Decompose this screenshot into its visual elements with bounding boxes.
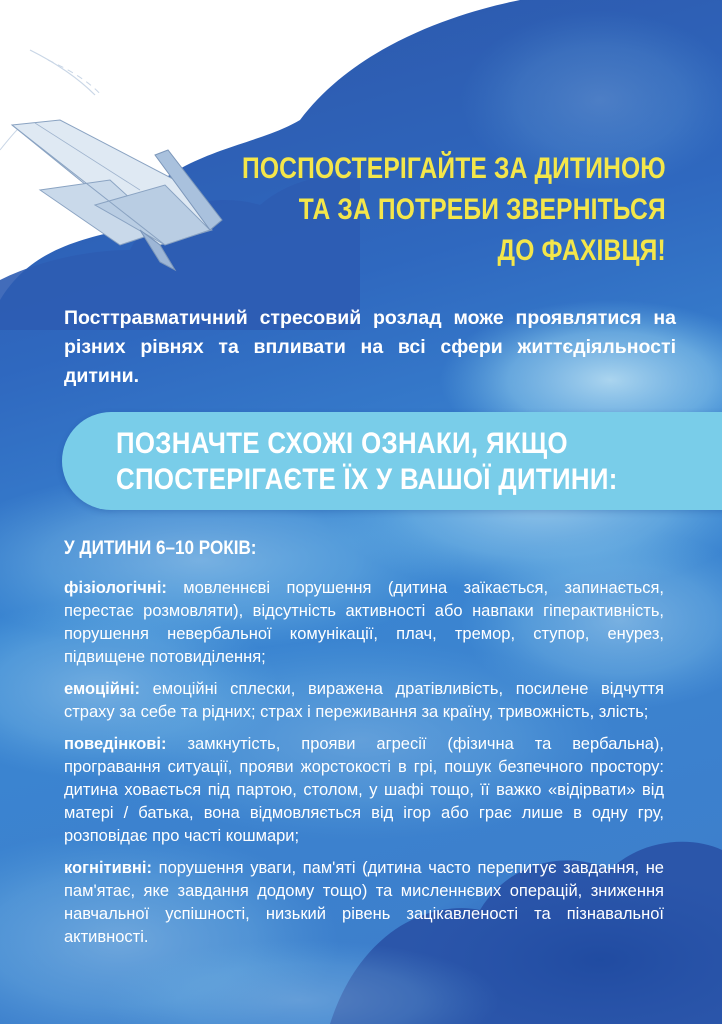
instruction-banner [62,412,722,510]
banner-text [116,426,618,498]
paper-airplane-illustration [0,30,250,280]
group-term: когнітивні: [64,859,152,877]
symptom-group-cognitive [64,857,664,949]
symptom-groups [64,577,664,958]
symptom-group-emotional [64,678,664,724]
age-group-title: У ДИТИНИ 6–10 РОКІВ: [64,538,257,559]
heading-line-3: ДО ФАХІВЦЯ! [497,234,666,267]
group-description: порушення уваги, пам'яті (дитина часто перепитує завдання, не пам'ятає, яке завдання додому тощо) та мисленнєвих операцій, зниження навчальної успішності, низький рівень зацікавленості та пізнавальної активності. [64,859,664,946]
group-term: емоційні: [64,680,140,698]
banner-line-1: ПОЗНАЧТЕ СХОЖІ ОЗНАКИ, ЯКЩО [116,427,568,460]
group-term: фізіологічні: [64,579,167,597]
call-to-action-heading [242,148,666,271]
heading-line-2: ТА ЗА ПОТРЕБИ ЗВЕРНІТЬСЯ [298,193,666,226]
banner-line-2: СПОСТЕРІГАЄТЕ ЇХ У ВАШОЇ ДИТИНИ: [116,463,618,496]
group-description: емоційні сплески, виражена дратівливість, посилене відчуття страху за себе та рідних; страх і переживання за країну, тривожність, злість; [64,680,664,721]
symptom-group-physiological [64,577,664,669]
heading-line-1: ПОСПОСТЕРІГАЙТЕ ЗА ДИТИНОЮ [242,152,666,185]
intro-paragraph: Посттравматичний стресовий розлад може проявлятися на різних рівнях та впливати на всі сфери життєдіяльності дитини. [64,307,676,387]
group-description: замкнутість, прояви агресії (фізична та вербальна), програвання ситуації, прояви жорстокості в грі, пошук безпечного простору: дитина ховається під партою, столом, у шафі тощо, її важко «відірвати» від матері / батька, вона відмовляється від ігор або грає лише в одну гру, розповідає про часті кошмари; [64,735,664,845]
symptom-group-behavioral [64,733,664,848]
group-term: поведінкові: [64,735,167,753]
group-description: мовленнєві порушення (дитина заїкається, запинається, перестає розмовляти), відсутність активності або навпаки гіперактивність, порушення невербальної комунікації, плач, тремор, ступор, енурез, підвищене потовиділення; [64,579,664,666]
